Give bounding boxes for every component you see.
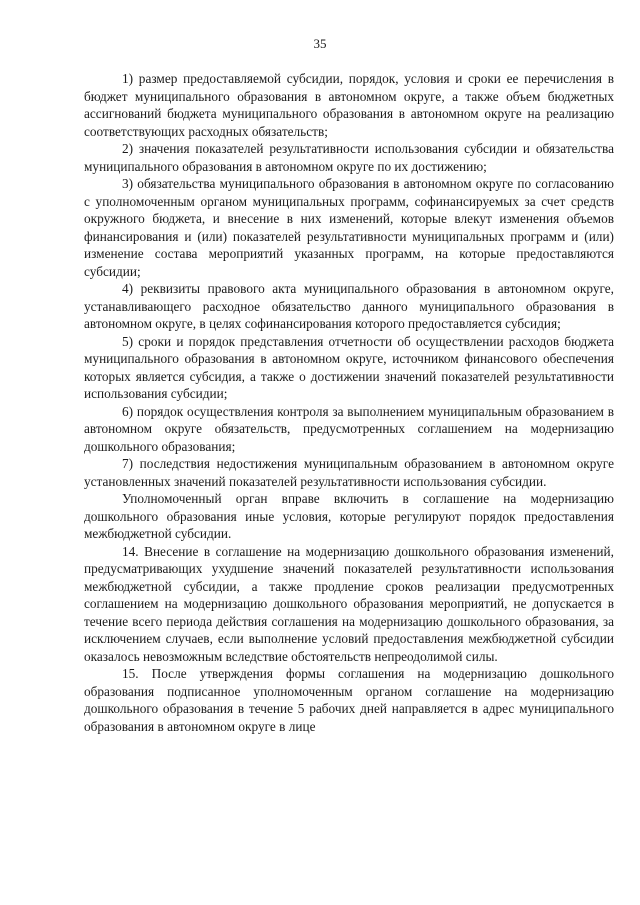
paragraph-item-6: 6) порядок осуществления контроля за выполнением муниципальным образованием в автономном округе обязательств, предусмотренных соглашением на модернизацию дошкольного образования; <box>84 403 614 454</box>
paragraph-section-14: 14. Внесение в соглашение на модернизацию дошкольного образования изменений, предусматривающих ухудшение значений показателей результативности использования межбюджетной субсидии, а также продление сроков реализации предусмотренных соглашением на модернизацию дошкольного образования мероприятий, не допускается в течение всего периода действия соглашения на модернизацию дошкольного образования, за исключением случаев, если выполнение условий предоставления межбюджетной субсидии оказалось невозможным вследствие обстоятельств непреодолимой силы. <box>84 543 614 664</box>
paragraph-additional-conditions: Уполномоченный орган вправе включить в соглашение на модернизацию дошкольного образования иные условия, которые регулируют порядок предоставления межбюджетной субсидии. <box>84 491 614 541</box>
paragraph-item-1: 1) размер предоставляемой субсидии, порядок, условия и сроки ее перечисления в бюджет муниципального образования в автономном округе, а также объем бюджетных ассигнований бюджета муниципального образования в автономном округе на реализацию соответствующих расходных обязательств; <box>84 71 614 139</box>
page-number: 35 <box>313 36 327 51</box>
paragraph-section-15: 15. После утверждения формы соглашения на модернизацию дошкольного образования подписанное уполномоченным органом соглашение на модернизацию дошкольного образования в течение 5 рабочих дней направляется в адрес муниципального образования в автономном округе в лице <box>84 666 614 734</box>
paragraph-item-2: 2) значения показателей результативности использования субсидии и обязательства муниципального образования в автономном округе по их достижению; <box>84 141 614 174</box>
paragraph-item-5: 5) сроки и порядок представления отчетности об осуществлении расходов бюджета муниципального образования в автономном округе, источником финансового обеспечения которых является субсидия, а также о достижении значений показателей результативности использования субсидии; <box>84 333 614 401</box>
document-body <box>84 70 614 735</box>
paragraph-item-4: 4) реквизиты правового акта муниципального образования в автономном округе, устанавливающего расходное обязательство данного муниципального образования в автономном округе, в целях софинансирования которого предоставляется субсидия; <box>84 281 614 331</box>
paragraph-item-7: 7) последствия недостижения муниципальным образованием в автономном округе установленных значений показателей результативности использования субсидии. <box>84 456 614 489</box>
paragraph-item-3: 3) обязательства муниципального образования в автономном округе по согласованию с уполномоченным органом муниципальных программ, софинансируемых за счет средств окружного бюджета, и внесение в них изменений, которые влекут изменения объемов финансирования и (или) показателей результативности муниципальных программ и (или) изменение состава мероприятий указанных программ, на которые предоставляются субсидии; <box>84 176 614 279</box>
